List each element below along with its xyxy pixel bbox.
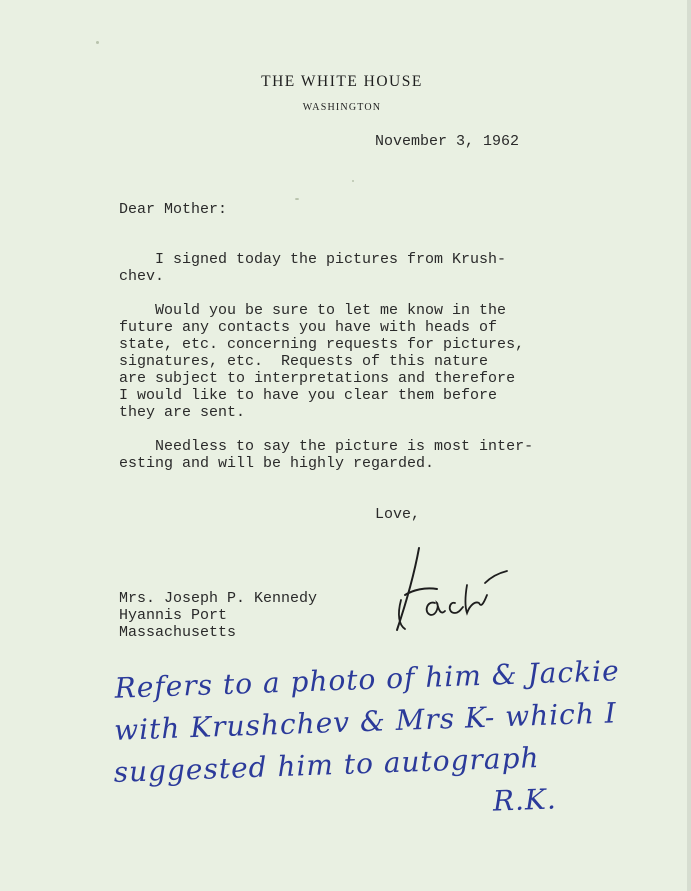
recipient-address: Mrs. Joseph P. Kennedy Hyannis Port Massachusetts (119, 590, 318, 641)
salutation: Dear Mother: (119, 201, 228, 218)
handwritten-line-1: Refers to a photo of him & Jackie (114, 654, 621, 705)
handwritten-annotation (108, 651, 621, 858)
paper-speck (295, 198, 299, 200)
page-edge (687, 0, 691, 891)
closing: Love, (375, 506, 421, 523)
paper-speck (352, 180, 354, 182)
body-paragraph-2: Would you be sure to let me know in the future any contacts you have with heads of state, etc. concerning requests for pictures, signatures, etc. Requests of this nature are subject to interpretations and therefore I would like to have you clear them before they are sent. (119, 302, 525, 421)
letter-date: November 3, 1962 (375, 133, 520, 150)
body-paragraph-3: Needless to say the picture is most inter- esting and will be highly regarded. (119, 438, 534, 472)
paper-speck (96, 41, 99, 44)
handwritten-line-3: suggested him to autograph (113, 741, 541, 789)
signature-jack (375, 545, 515, 640)
letterhead-title: THE WHITE HOUSE (261, 73, 423, 90)
handwritten-line-2: with Krushchev & Mrs K- which I (113, 696, 618, 747)
handwritten-initials: R.K. (492, 782, 558, 818)
body-paragraph-1: I signed today the pictures from Krush- chev. (119, 251, 507, 285)
letterhead-subtitle: WASHINGTON (302, 102, 382, 113)
